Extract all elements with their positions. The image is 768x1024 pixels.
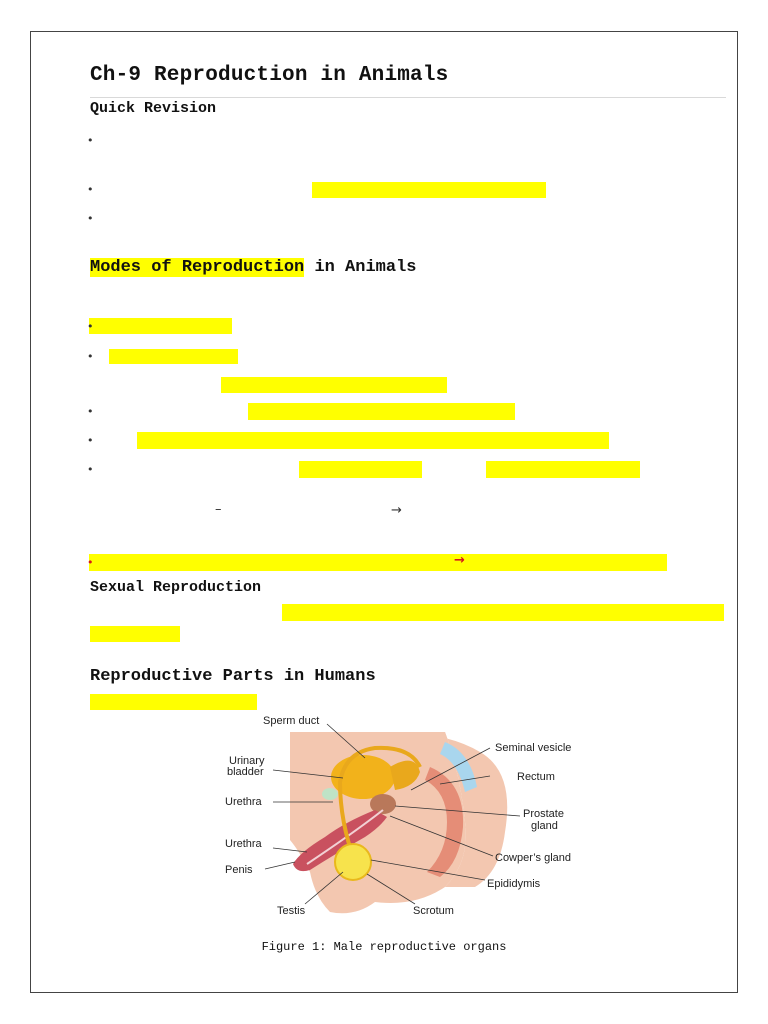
highlight-block	[221, 377, 447, 393]
page-title: Ch-9 Reproduction in Animals	[90, 64, 449, 87]
bullet: •	[87, 434, 94, 447]
highlight-block	[299, 461, 422, 478]
highlight-block	[89, 318, 232, 334]
heading-quick-revision: Quick Revision	[90, 100, 217, 117]
gland-shape	[322, 788, 338, 800]
label-testis: Testis	[277, 905, 306, 917]
bullet: •	[87, 463, 94, 476]
heading-modes-rest: in Animals	[304, 258, 417, 277]
bullet: •	[87, 212, 94, 225]
highlight-block	[137, 432, 609, 449]
heading-sexual-reproduction: Sexual Reproduction	[90, 579, 262, 596]
bullet-red: •	[87, 556, 94, 569]
figure-caption: Figure 1: Male reproductive organs	[261, 940, 507, 954]
highlight-block	[248, 403, 515, 420]
label-sperm-duct: Sperm duct	[263, 715, 320, 727]
heading-modes-highlight: Modes of Reproduction	[90, 258, 305, 277]
highlight-block	[109, 349, 238, 364]
red-arrow-icon: →	[454, 553, 465, 568]
heading-reproductive-parts: Reproductive Parts in Humans	[90, 667, 376, 686]
highlight-block	[312, 182, 546, 198]
label-epididymis: Epididymis	[487, 878, 541, 890]
label-prostate: Prostate	[523, 808, 564, 820]
label-rectum: Rectum	[517, 771, 555, 783]
bullet: •	[87, 405, 94, 418]
highlight-block	[90, 694, 257, 710]
label-scrotum: Scrotum	[413, 905, 454, 917]
label-penis: Penis	[225, 864, 253, 876]
label-cowpers-gland: Cowper’s gland	[495, 852, 572, 864]
label-urethra-bottom: Urethra	[225, 838, 262, 850]
male-reproductive-diagram	[215, 712, 595, 922]
bullet: •	[87, 350, 94, 363]
bullet: •	[87, 320, 94, 333]
label-bladder: bladder	[227, 766, 264, 778]
bullet: •	[87, 134, 94, 147]
label-urethra-top: Urethra	[225, 796, 262, 808]
label-gland: gland	[531, 820, 558, 832]
highlight-block	[486, 461, 640, 478]
label-seminal-vesicle: Seminal vesicle	[495, 742, 572, 754]
arrow-icon: →	[391, 503, 402, 518]
highlight-block	[282, 604, 724, 621]
bullet: •	[87, 183, 94, 196]
highlight-block	[90, 626, 180, 642]
label-urinary: Urinary	[229, 755, 265, 767]
highlight-block	[89, 554, 667, 571]
heading-modes	[90, 258, 416, 277]
dash-glyph: –	[215, 502, 222, 517]
title-divider	[90, 97, 726, 98]
